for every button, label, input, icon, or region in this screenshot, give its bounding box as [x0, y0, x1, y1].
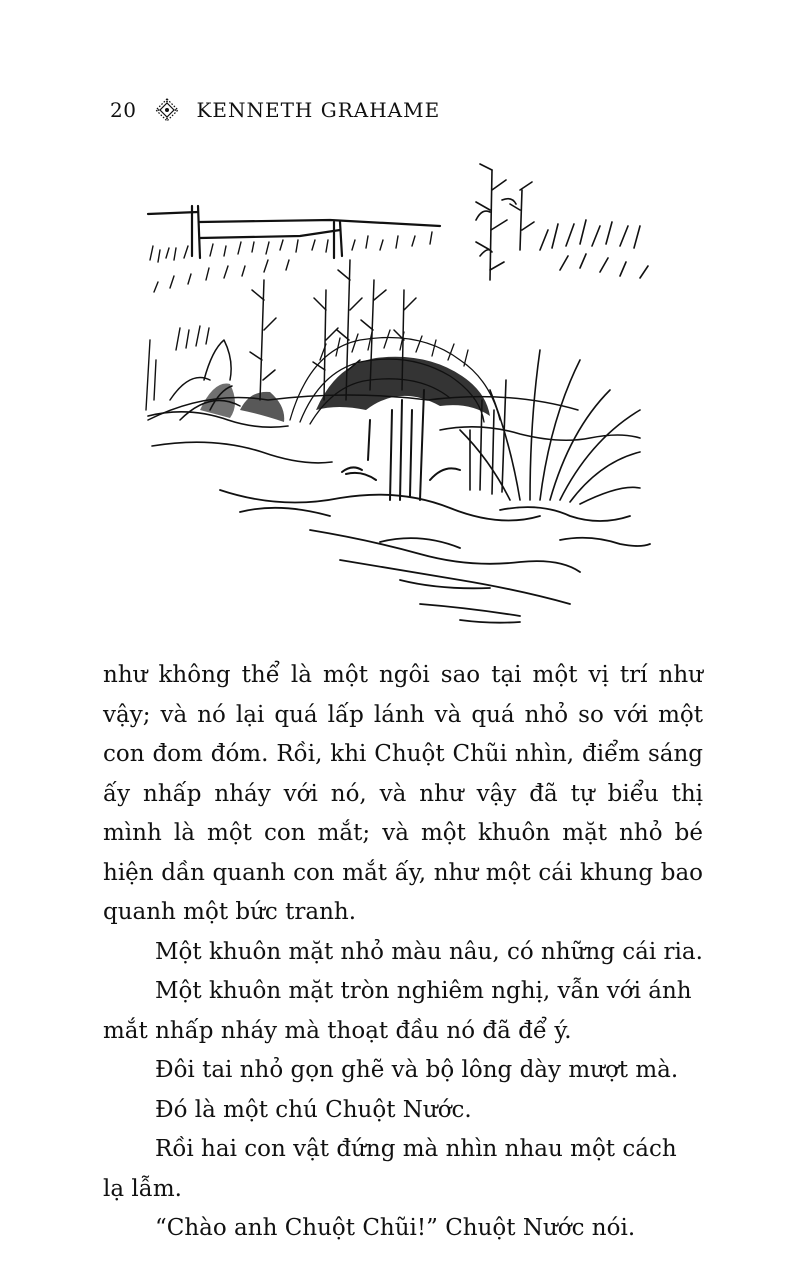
author-name: KENNETH GRAHAME [196, 98, 441, 122]
paragraph: “Chào anh Chuột Chũi!” Chuột Nước nói. [155, 1215, 636, 1241]
page-number: 20 [110, 98, 137, 122]
diamond-ornament-icon [154, 97, 180, 123]
paragraph: như không thể là một ngôi sao tại một vị trí như vậy; và nó lại quá lấp lánh và quá nhỏ so với một con đom đóm. Rồi, khi Chuột Chũi nhìn, điểm sáng ấy nhấp nháy với nó, và như vậy đã tự biểu thị mình là một con mắt; và một khuôn mặt nhỏ bé hiện dần quanh con mắt ấy, như một cái khung bao quanh một bức tranh. [103, 662, 703, 925]
paragraph: Rồi hai con vật đứng mà nhìn nhau một cách lạ lẫm. [103, 1136, 677, 1202]
running-header [110, 95, 440, 125]
riverbank-illustration [140, 160, 660, 640]
body-text [103, 656, 703, 1249]
paragraph: Một khuôn mặt tròn nghiêm nghị, vẫn với ánh mắt nhấp nháy mà thoạt đầu nó đã để ý. [103, 978, 692, 1044]
paragraph: Đó là một chú Chuột Nước. [155, 1096, 472, 1123]
paragraph: Đôi tai nhỏ gọn ghẽ và bộ lông dày mượt mà. [155, 1057, 679, 1083]
paragraph: Một khuôn mặt nhỏ màu nâu, có những cái ria. [155, 938, 703, 965]
